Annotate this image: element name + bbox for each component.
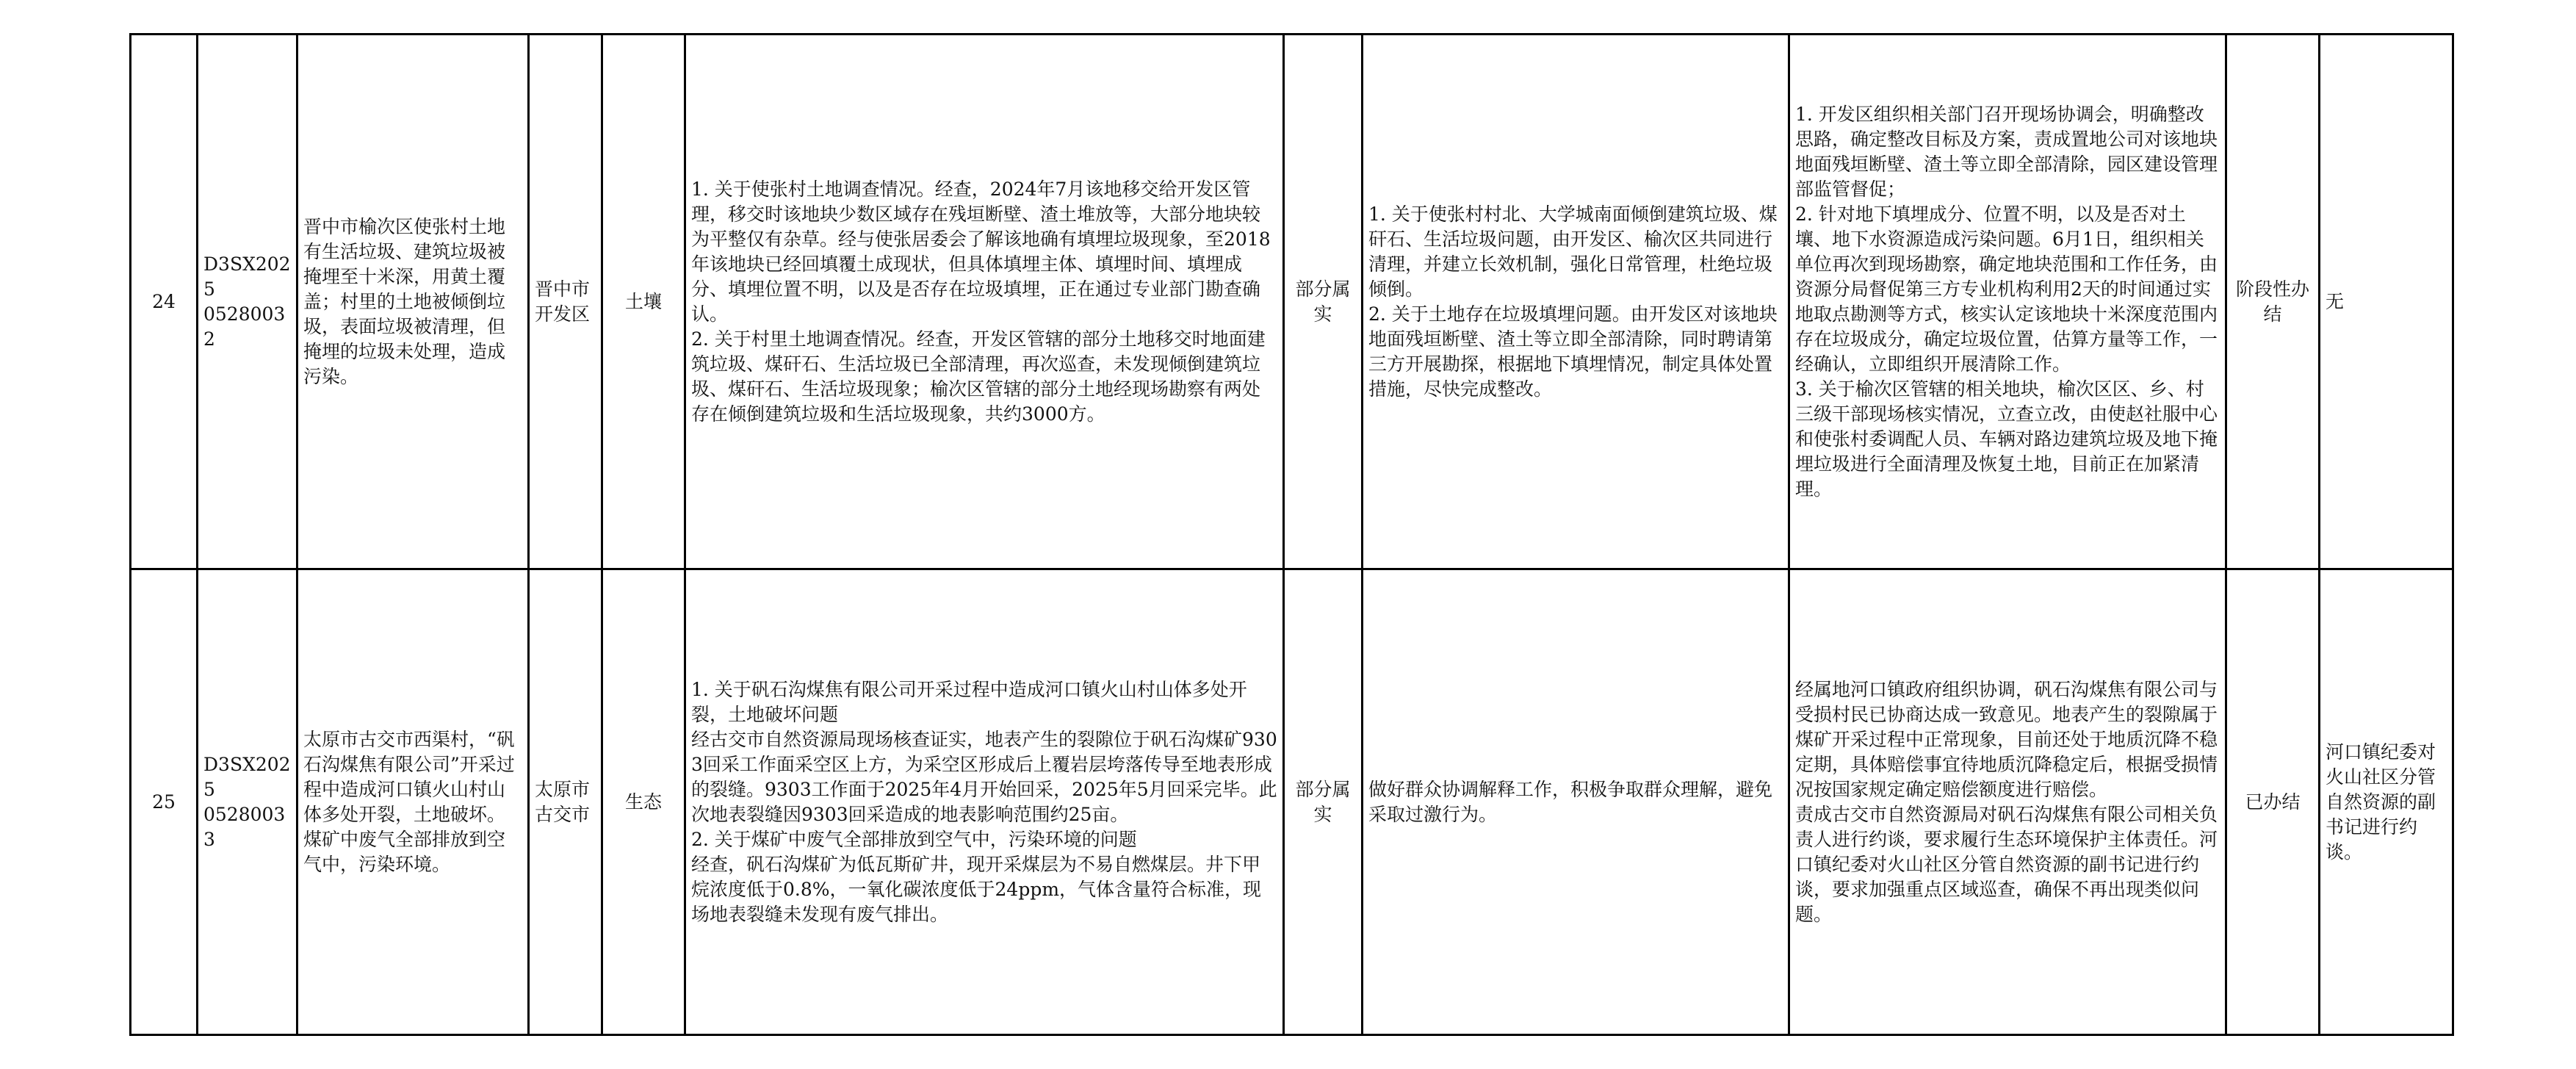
table-row xyxy=(131,35,2453,569)
case-code: D3SX2025 05280033 xyxy=(198,569,297,1035)
rectification-progress: 1. 开发区组织相关部门召开现场协调会，明确整改思路，确定整改目标及方案，责成置地公司对该地块地面残垣断壁、渣土等立即全部清除，园区建设管理部监管督促； 2. 针对地下填埋成分、位置不明，以及是否对土壤、地下水资源造成污染问题。6月1日，组织相关单位再次到现场勘察，确定地块范围和工作任务，由资源分局督促第三方专业机构利用2天的时间通过实地取点勘测等方式，核实认定该地块十米深度范围内存在垃圾成分，确定垃圾位置，估算方量等工作，一经确认，立即组织开展清除工作。 3. 关于榆次区管辖的相关地块，榆次区区、乡、村三级干部现场核实情况，立查立改，由使赵社服中心和使张村委调配人员、车辆对路边建筑垃圾及地下掩埋垃圾进行全面清理及恢复土地，目前正在加紧清理。 xyxy=(1789,35,2226,569)
row-number: 25 xyxy=(131,569,198,1035)
accountability: 河口镇纪委对火山社区分管自然资源的副书记进行约谈。 xyxy=(2320,569,2453,1035)
completion-status: 已办结 xyxy=(2226,569,2320,1035)
rectification-measures: 做好群众协调解释工作，积极争取群众理解，避免采取过激行为。 xyxy=(1363,569,1789,1035)
rectification-progress: 经属地河口镇政府组织协调，矾石沟煤焦有限公司与受损村民已协商达成一致意见。地表产生的裂隙属于煤矿开采过程中正常现象，目前还处于地质沉降不稳定期，具体赔偿事宜待地质沉降稳定后，根据受损情况按国家规定确定赔偿额度进行赔偿。 责成古交市自然资源局对矾石沟煤焦有限公司相关负责人进行约谈，要求履行生态环境保护主体责任。河口镇纪委对火山社区分管自然资源的副书记进行约谈，要求加强重点区域巡查，确保不再出现类似问题。 xyxy=(1789,569,2226,1035)
investigation-result: 1. 关于矾石沟煤焦有限公司开采过程中造成河口镇火山村山体多处开裂，土地破坏问题 经古交市自然资源局现场核查证实，地表产生的裂隙位于矾石沟煤矿9303回采工作面采空区上方，为采空区形成后上覆岩层垮落传导至地表形成的裂缝。9303工作面于2025年4月开始回采，2025年5月回采完毕。此次地表裂缝因9303回采造成的地表影响范围约25亩。 2. 关于煤矿中废气全部排放到空气中，污染环境的问题 经查，矾石沟煤矿为低瓦斯矿井，现开采煤层为不易自燃煤层。井下甲烷浓度低于0.8%，一氧化碳浓度低于24ppm，气体含量符合标准，现场地表裂缝未发现有废气排出。 xyxy=(685,569,1284,1035)
region: 晋中市开发区 xyxy=(529,35,602,569)
table-row xyxy=(131,569,2453,1035)
complaint-table xyxy=(129,33,2454,1036)
complaint-content: 太原市古交市西渠村，“矾石沟煤焦有限公司”开采过程中造成河口镇火山村山体多处开裂，土地破坏。煤矿中废气全部排放到空气中，污染环境。 xyxy=(297,569,529,1035)
rectification-measures: 1. 关于使张村村北、大学城南面倾倒建筑垃圾、煤矸石、生活垃圾问题，由开发区、榆次区共同进行清理，并建立长效机制，强化日常管理，杜绝垃圾倾倒。 2. 关于土地存在垃圾填埋问题。由开发区对该地块地面残垣断壁、渣土等立即全部清除，同时聘请第三方开展勘探，根据地下填埋情况，制定具体处置措施，尽快完成整改。 xyxy=(1363,35,1789,569)
verification-result: 部分属实 xyxy=(1284,569,1363,1035)
complaint-content: 晋中市榆次区使张村土地有生活垃圾、建筑垃圾被掩埋至十米深，用黄土覆盖；村里的土地被倾倒垃圾，表面垃圾被清理，但掩埋的垃圾未处理，造成污染。 xyxy=(297,35,529,569)
verification-result: 部分属实 xyxy=(1284,35,1363,569)
completion-status: 阶段性办结 xyxy=(2226,35,2320,569)
case-code: D3SX2025 05280032 xyxy=(198,35,297,569)
pollution-type: 生态 xyxy=(602,569,685,1035)
accountability: 无 xyxy=(2320,35,2453,569)
region: 太原市古交市 xyxy=(529,569,602,1035)
row-number: 24 xyxy=(131,35,198,569)
investigation-result: 1. 关于使张村土地调查情况。经查，2024年7月该地移交给开发区管理，移交时该地块少数区域存在残垣断壁、渣土堆放等，大部分地块较为平整仅有杂草。经与使张居委会了解该地确有填埋垃圾现象，至2018年该地块已经回填覆土成现状，但具体填埋主体、填埋时间、填埋成分、填埋位置不明，以及是否存在垃圾填埋，正在通过专业部门勘查确认。 2. 关于村里土地调查情况。经查，开发区管辖的部分土地移交时地面建筑垃圾、煤矸石、生活垃圾已全部清理，再次巡查，未发现倾倒建筑垃圾、煤矸石、生活垃圾现象；榆次区管辖的部分土地经现场勘察有两处存在倾倒建筑垃圾和生活垃圾现象，共约3000方。 xyxy=(685,35,1284,569)
pollution-type: 土壤 xyxy=(602,35,685,569)
